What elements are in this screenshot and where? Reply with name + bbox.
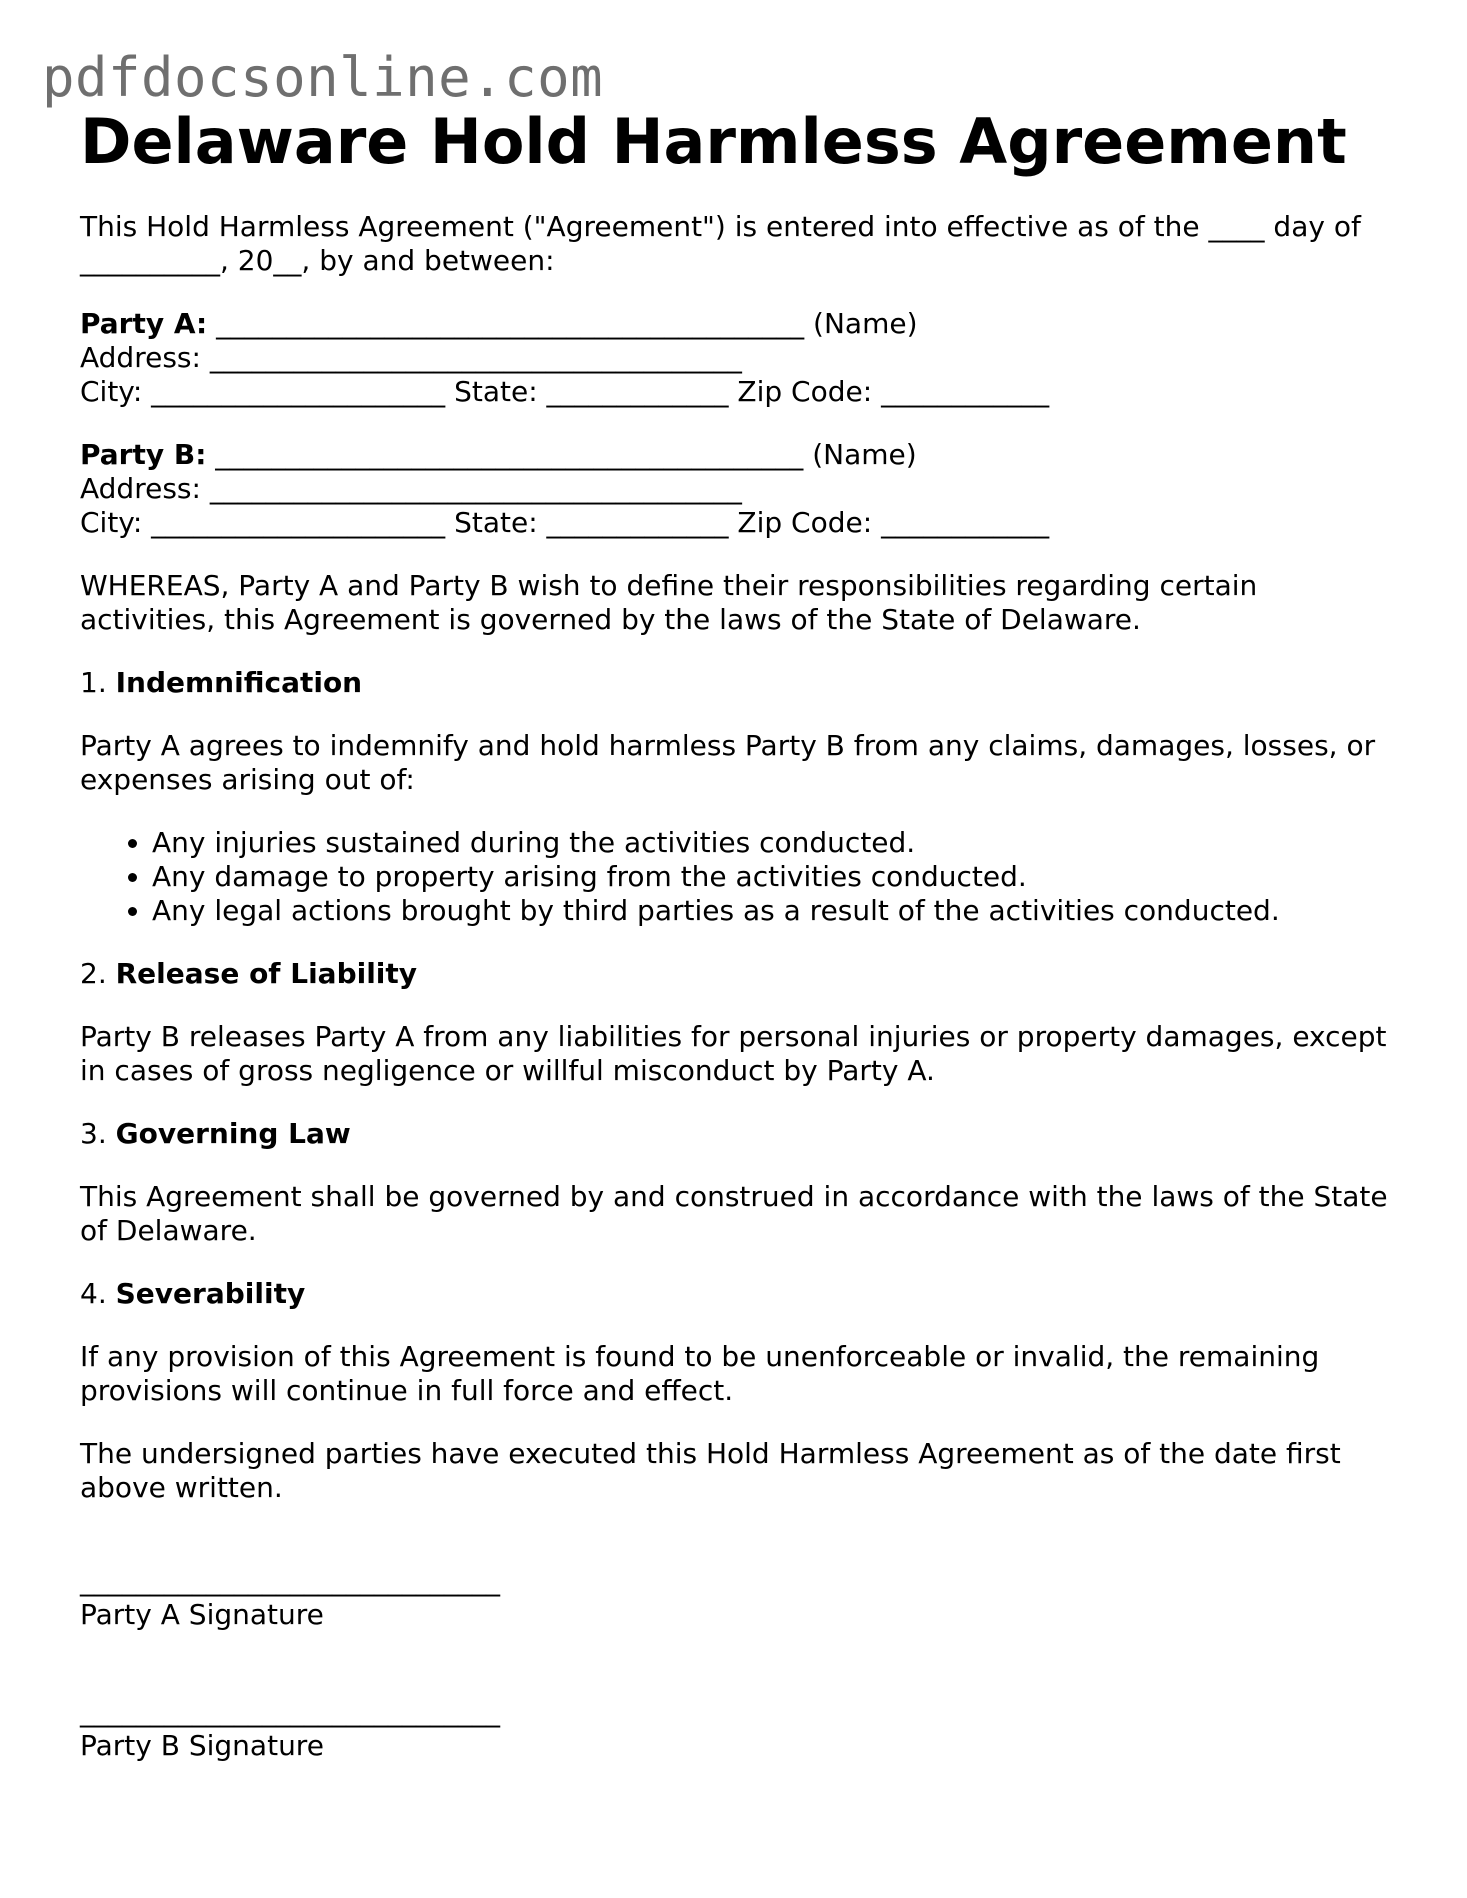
party-a-name-field: __________________________________________ (Name) (207, 307, 918, 340)
party-b-block (80, 438, 1400, 540)
document-title: Delaware Hold Harmless Agreement (80, 105, 1347, 178)
signature-block (80, 1564, 1400, 1763)
section-2-body: Party B releases Party A from any liabilities for personal injuries or property damages, except in cases of gross negligence or willful misconduct by Party A. (80, 1020, 1387, 1087)
section-2-title: Release of Liability (115, 957, 418, 990)
intro-paragraph: This Hold Harmless Agreement ("Agreement") is entered into effective as of the ____ day of __________, 20__, by and between: (80, 210, 1361, 277)
party-b-address-line: Address: ______________________________________ (80, 472, 742, 505)
section-4-title: Severability (115, 1277, 306, 1310)
party-a-block (80, 307, 1400, 409)
list-item: • Any legal actions brought by third parties as a result of the activities conducted. (152, 894, 1400, 928)
section-3-title: Governing Law (115, 1117, 351, 1150)
party-b-signature-line: ______________________________ (80, 1695, 500, 1728)
section-4-number: 4. (80, 1277, 116, 1310)
document-page (80, 105, 1400, 1826)
section-2-heading (80, 957, 1400, 991)
indemnification-list (80, 826, 1400, 928)
party-a-label: Party A: (80, 307, 208, 340)
section-4-heading (80, 1277, 1400, 1311)
closing-paragraph: The undersigned parties have executed this Hold Harmless Agreement as of the date first above written. (80, 1437, 1341, 1504)
section-1-body: Party A agrees to indemnify and hold harmless Party B from any claims, damages, losses, or expenses arising out of: (80, 729, 1376, 796)
list-item: • Any injuries sustained during the activities conducted. (152, 826, 1400, 860)
party-a-signature-label: Party A Signature (80, 1598, 324, 1631)
section-4-body: If any provision of this Agreement is found to be unenforceable or invalid, the remaining provisions will continue in full force and effect. (80, 1340, 1320, 1407)
party-a-address-line: Address: ______________________________________ (80, 341, 742, 374)
party-b-city-line: City: _____________________ State: _____________ Zip Code: ____________ (80, 506, 1050, 539)
section-1-number: 1. (80, 666, 116, 699)
party-b-label: Party B: (80, 438, 207, 471)
section-2-number: 2. (80, 957, 116, 990)
whereas-paragraph: WHEREAS, Party A and Party B wish to define their responsibilities regarding certain activities, this Agreement is governed by the laws of the State of Delaware. (80, 569, 1258, 636)
section-3-heading (80, 1117, 1400, 1151)
section-1-heading (80, 666, 1400, 700)
section-3-number: 3. (80, 1117, 116, 1150)
party-a-city-line: City: _____________________ State: _____________ Zip Code: ____________ (80, 375, 1050, 408)
party-b-name-field: __________________________________________ (Name) (206, 438, 917, 471)
section-3-body: This Agreement shall be governed by and construed in accordance with the laws of the State of Delaware. (80, 1180, 1388, 1247)
party-b-name-line (80, 438, 1400, 472)
party-a-name-line (80, 307, 1400, 341)
party-b-signature-label: Party B Signature (80, 1729, 324, 1762)
watermark: pdfdocsonline.com (42, 46, 604, 109)
section-1-title: Indemnification (115, 666, 363, 699)
party-a-signature-line: ______________________________ (80, 1564, 500, 1597)
list-item: • Any damage to property arising from the activities conducted. (152, 860, 1400, 894)
